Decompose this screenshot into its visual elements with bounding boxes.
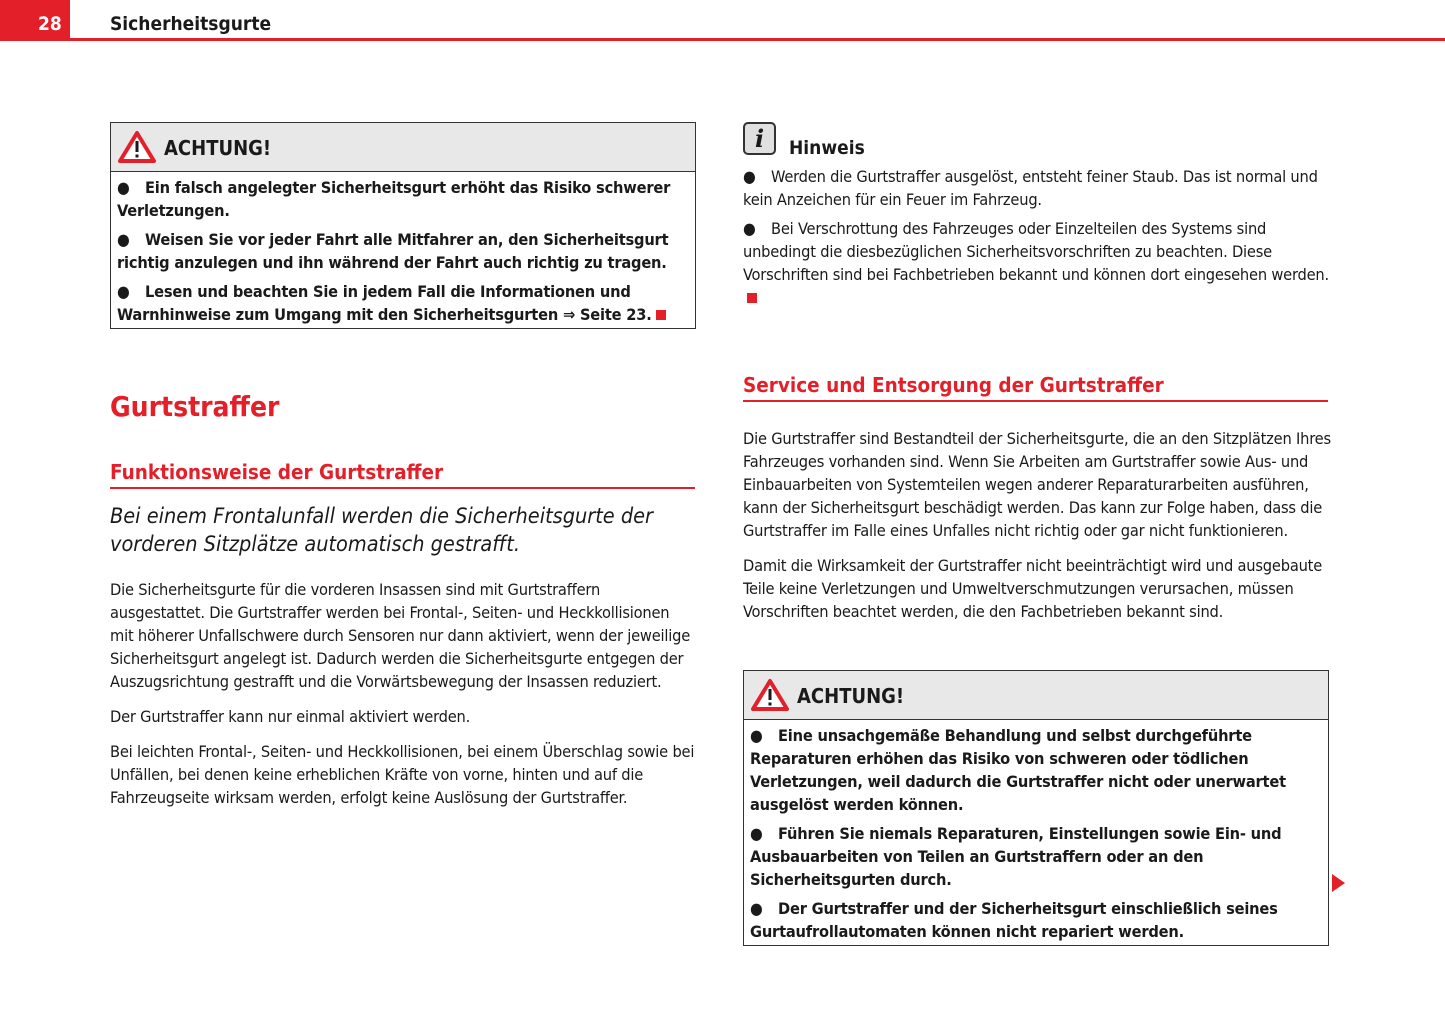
section-title: Gurtstraffer [110, 390, 280, 423]
paragraph: Bei leichten Frontal-, Seiten- und Heckkollisionen, bei einem Überschlag sowie bei Unfällen, bei denen keine erheblichen Kräfte von vorne, hinten und auf die Fahrzeugseite wirksam werden, erfolgt keine Auslösung der Gurtstraffer. [110, 742, 695, 807]
warning-header [744, 671, 1328, 720]
warning-item: ● Lesen und beachten Sie in jedem Fall die Informationen und Warnhinweise zum Umgang mit den Sicherheitsgurten ⇒ Seite 23. [117, 280, 689, 326]
paragraph: Der Gurtstraffer kann nur einmal aktiviert werden. [110, 707, 471, 726]
warning-title: ACHTUNG! [164, 136, 272, 160]
warning-body [111, 172, 695, 328]
bullet-icon: ● [750, 726, 763, 745]
subsection-rule [743, 400, 1328, 402]
bullet-icon: ● [117, 230, 130, 249]
warning-box-tensioner [743, 670, 1329, 946]
continue-arrow-icon [1332, 874, 1345, 892]
lead-text: Bei einem Frontalunfall werden die Sicherheitsgurte der vorderen Sitzplätze automatisch gestrafft. [110, 504, 653, 557]
paragraph: Die Sicherheitsgurte für die vorderen Insassen sind mit Gurtstraffern ausgestattet. Die Gurtstraffer werden bei Frontal-, Seiten- und Heckkollisionen mit höherer Unfallschwere durch Sensoren nur dann aktiviert, wenn der jeweilige Sicherheitsgurt angelegt ist. Dadurch werden die Sicherheitsgurte entgegen der Auszugsrichtung gestrafft und die Vorwärtsbewegung der Insassen reduziert. [110, 580, 691, 691]
warning-item: ● Der Gurtstraffer und der Sicherheitsgurt einschließlich seines Gurtaufrollautomaten können nicht repariert werden. [750, 899, 1278, 941]
paragraph: Damit die Wirksamkeit der Gurtstraffer nicht beeinträchtigt wird und ausgebaute Teile keine Verletzungen und Umweltverschmutzungen verursachen, müssen Vorschriften beachtet werden, die den Fachbetrieben bekannt sind. [743, 556, 1323, 621]
warning-item: ● Weisen Sie vor jeder Fahrt alle Mitfahrer an, den Sicherheitsgurt richtig anzulegen und ihn während der Fahrt auch richtig zu tragen. [117, 230, 669, 272]
page-number: 28 [38, 13, 62, 35]
warning-header [111, 123, 695, 172]
end-mark-icon [656, 310, 666, 320]
header-rule [0, 38, 1445, 41]
warning-item: ● Führen Sie niemals Reparaturen, Einstellungen sowie Ein- und Ausbauarbeiten von Teilen an Gurtstraffern oder an den Sicherheitsgurten durch. [750, 824, 1282, 889]
note-item: ● Bei Verschrottung des Fahrzeuges oder Einzelteilen des Systems sind unbedingt die diesbezüglichen Sicherheitsvorschriften zu beachten. Diese Vorschriften sind bei Fachbetrieben bekannt und können dort eingesehen werden. [743, 217, 1333, 309]
subsection-rule [110, 487, 695, 489]
right-body-text [743, 427, 1333, 635]
bullet-icon: ● [117, 178, 130, 197]
note-item: ● Werden die Gurtstraffer ausgelöst, entsteht feiner Staub. Das ist normal und kein Anzeichen für ein Feuer im Fahrzeug. [743, 167, 1318, 209]
bullet-icon: ● [750, 899, 763, 918]
paragraph: Die Gurtstraffer sind Bestandteil der Sicherheitsgurte, die an den Sitzplätzen Ihres Fahrzeuges vorhanden sind. Wenn Sie Arbeiten am Gurtstraffer sowie Aus- und Einbauarbeiten von Systemteilen wegen anderer Reparaturarbeiten ausführen, kann der Sicherheitsgurt beschädigt werden. Das kann zur Folge haben, dass die Gurtstraffer im Falle eines Unfalles nicht richtig oder gar nicht funktionieren. [743, 429, 1331, 540]
bullet-icon: ● [117, 282, 130, 301]
note-body [743, 165, 1333, 321]
page-number-tab [0, 0, 70, 40]
warning-triangle-icon [117, 130, 157, 164]
bullet-icon: ● [750, 824, 763, 843]
warning-body [744, 720, 1328, 945]
left-body-text [110, 578, 695, 821]
end-mark-icon [747, 293, 757, 303]
note-title: Hinweis [789, 137, 865, 159]
warning-triangle-icon [750, 678, 790, 712]
bullet-icon: ● [743, 167, 756, 186]
warning-box-seatbelt [110, 122, 696, 329]
warning-item: ● Ein falsch angelegter Sicherheitsgurt erhöht das Risiko schwerer Verletzungen. [117, 178, 671, 220]
info-icon: i [743, 122, 776, 155]
warning-item: ● Eine unsachgemäße Behandlung und selbst durchgeführte Reparaturen erhöhen das Risiko von schweren oder tödlichen Verletzungen, weil dadurch die Gurtstraffer nicht oder unerwartet ausgelöst werden können. [750, 726, 1286, 814]
warning-title: ACHTUNG! [797, 684, 905, 708]
subsection-title-service: Service und Entsorgung der Gurtstraffer [743, 373, 1164, 397]
chapter-title: Sicherheitsgurte [110, 13, 272, 35]
bullet-icon: ● [743, 219, 756, 238]
subsection-title-function: Funktionsweise der Gurtstraffer [110, 460, 444, 484]
